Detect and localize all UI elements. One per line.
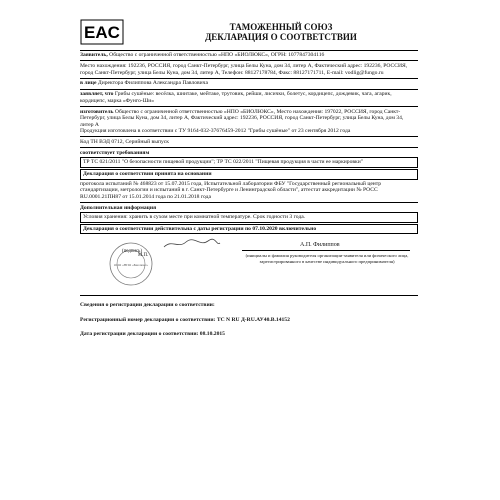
declaration-document bbox=[80, 16, 418, 482]
requirements-label: соответствует требованиям bbox=[80, 149, 150, 156]
requirements-text: ТР ТС 021/2011 "О безопасности пищевой продукции"; ТР ТС 022/2011 "Пищевая продукция в части ее маркировки" bbox=[83, 159, 364, 166]
manufacturer-text: Общество с ограниченной ответственностью «НПО «БИОЛЮКС», Место нахождения: 197022, РОССИЯ, город Санкт-Петербург, улица Белы Куна, дом 34, литер А, Фактический адрес: 192236, РОССИЯ, город Санкт-Петербург, улица Белы Куна, дом 34, литер А bbox=[80, 108, 404, 128]
declarant-section bbox=[80, 52, 418, 59]
additional-box bbox=[80, 212, 418, 223]
product-code: Код ТН ВЭД 0712, Серийный выпуск bbox=[80, 139, 169, 146]
additional-text: Условия хранения: хранить в сухом месте при комнатной температуре. Срок годности 3 года. bbox=[83, 214, 306, 221]
eac-logo bbox=[80, 19, 124, 45]
production-text: Продукция изготовлена в соответствии с ТУ 9164-032-37676459-2012 "Грибы сушёные" от 23 сентября 2012 года bbox=[80, 128, 351, 135]
signer-line bbox=[242, 250, 410, 251]
stamp-caption: М.П. bbox=[138, 253, 149, 259]
declarant-address: Место нахождения: 192236, РОССИЯ, город Санкт-Петербург, улица Белы Куна, дом 34, литер А, Фактический адрес: 192236, РОССИЯ, город Санкт-Петербург, улица Белы Куна, дом 34, литер А, Телефон: 88127178784, Факс: 88127171711, E-mail: vodlig@fungo.ru bbox=[80, 62, 408, 76]
divider bbox=[80, 60, 418, 61]
requirements-box bbox=[80, 157, 418, 168]
divider bbox=[80, 106, 418, 107]
validity-box bbox=[80, 224, 418, 235]
divider bbox=[80, 295, 418, 296]
validity-text: Декларация о соответствии действительна с даты регистрации по 07.10.2020 включительно bbox=[83, 225, 317, 232]
eac-logo-text: EAC bbox=[84, 23, 120, 42]
divider bbox=[80, 136, 418, 137]
title-line-2: ДЕКЛАРАЦИЯ О СООТВЕТСТВИИ bbox=[205, 32, 357, 42]
additional-label: Дополнительная информация bbox=[80, 204, 157, 211]
handwritten-signature bbox=[162, 237, 222, 251]
basis-text: протокола испытаний № 468823 от 15.07.2015 года, Испытательной лаборатории ФБУ "Государственный региональный центр стандартизации, метрологии и испытаний в г. Санкт-Петербурге и Ленинградской области", аттестат аккредитации № РОСС RU.0001.21ПН87 от 15.01.2014 года по 21.01.2018 года bbox=[80, 180, 382, 200]
document-title bbox=[144, 22, 418, 43]
claims-section bbox=[80, 91, 418, 104]
company-stamp bbox=[108, 241, 154, 287]
registration-date: Дата регистрации декларации о соответствии: 08.10.2015 bbox=[80, 331, 225, 338]
divider bbox=[80, 202, 418, 203]
signer-name: А.П. Филиппов bbox=[300, 242, 340, 249]
claims-label: заявляет, что bbox=[80, 91, 114, 98]
divider bbox=[80, 78, 418, 79]
divider bbox=[80, 89, 418, 90]
divider bbox=[80, 50, 418, 51]
declarant-label: Заявитель, bbox=[80, 52, 108, 59]
claims-text: Грибы сушёные: весёлка, шиитаке, мейтаке, трутовик, рейши, лисички, болетус, кордицепс, дождевик, чага, агарик, кордицепс, марка «Фунго-Ши» bbox=[80, 91, 392, 104]
basis-label: Декларация о соответствии принята на основании bbox=[83, 171, 212, 178]
declarant-text: Общество с ограниченной ответственностью «НПО «БИОЛЮКС», ОГРН: 1077847304116 bbox=[109, 52, 325, 59]
basis-box bbox=[80, 169, 418, 180]
signature-caption: (подпись) bbox=[122, 249, 142, 255]
registration-heading: Сведения о регистрации декларации о соответствии: bbox=[80, 301, 215, 308]
signer-caption: (инициалы и фамилия руководителя организации-заявителя или физического лица, зарегистрированного в качестве индивидуального предпринимателя) bbox=[245, 253, 409, 264]
representative-text: Директора Филиппова Александра Павловича bbox=[97, 80, 208, 87]
manufacturer-section bbox=[80, 109, 418, 129]
document-header bbox=[80, 16, 418, 48]
representative-label: в лице bbox=[80, 80, 97, 87]
stamp-text: ООО «НПО «Биолюкс» bbox=[113, 263, 149, 268]
registration-number: Регистрационный номер декларации о соответствии: ТС N RU Д-RU.АУ40.В.14152 bbox=[80, 316, 290, 323]
title-line-1: ТАМОЖЕННЫЙ СОЮЗ bbox=[229, 21, 333, 32]
signature-block bbox=[80, 235, 418, 293]
representative bbox=[80, 80, 418, 87]
manufacturer-label: изготовитель bbox=[80, 108, 114, 115]
divider bbox=[80, 147, 418, 148]
